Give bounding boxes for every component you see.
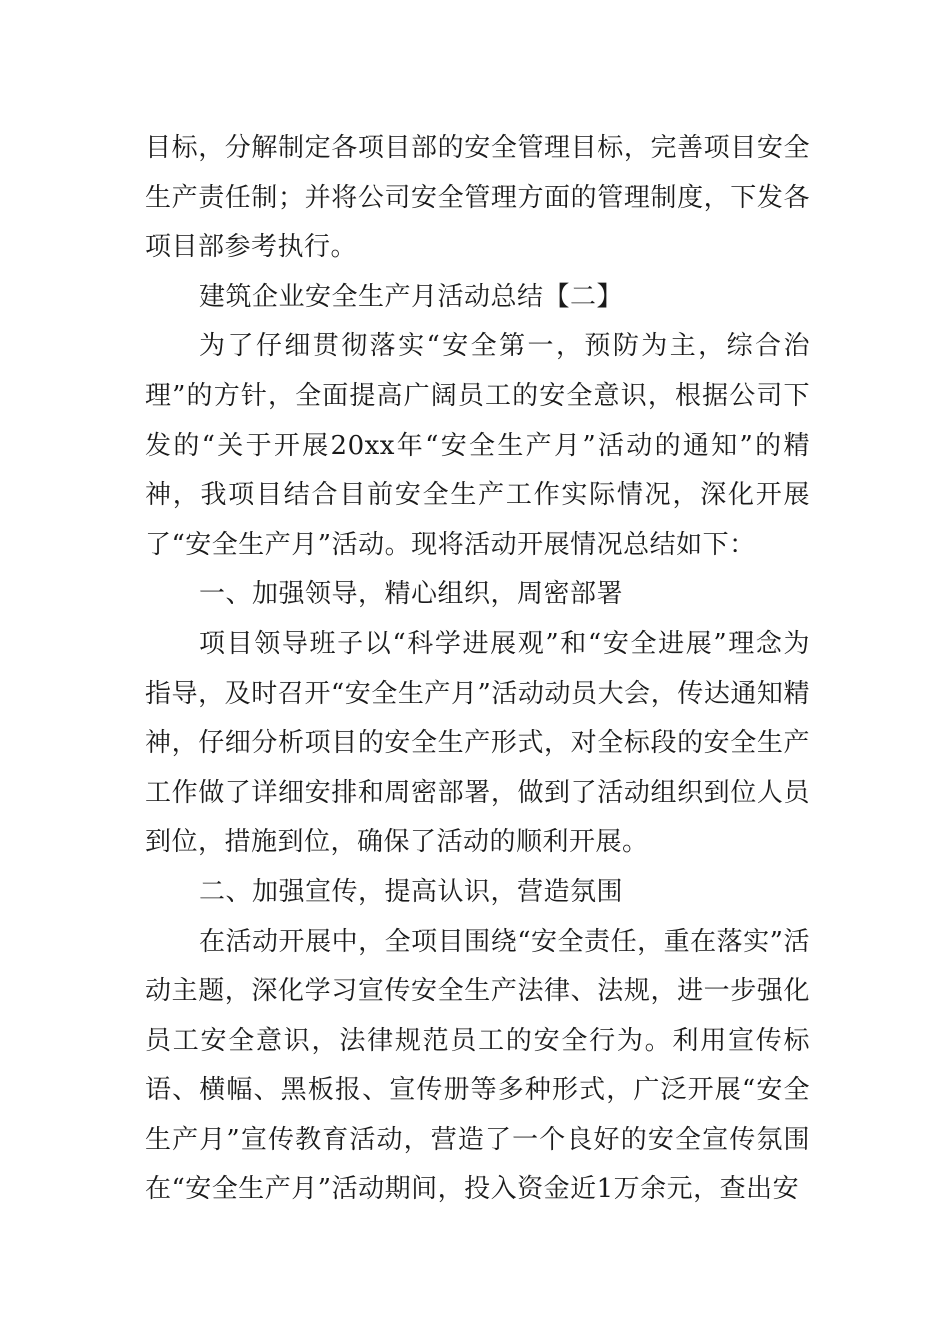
- paragraph-intro: 为了仔细贯彻落实“安全第一，预防为主，综合治理”的方针，全面提高广阔员工的安全意识，根据公司下发的“关于开展20xx年“安全生产月”活动的通知”的精神，我项目结合目前安全生产工作实际情况，深化开展了“安全生产月”活动。现将活动开展情况总结如下：: [145, 331, 810, 560]
- section-heading-2: 二、加强宣传，提高认识，营造氛围: [199, 876, 624, 907]
- paragraph-section-2: 在活动开展中，全项目围绕“安全责任，重在落实”活动主题，深化学习宣传安全生产法律、法规，进一步强化员工安全意识，法律规范员工的安全行为。利用宣传标语、横幅、黑板报、宣传册等多种形式，广泛开展“安全生产月”宣传教育活动，营造了一个良好的安全宣传氛围在“安全生产月”活动期间，投入资金近1万余元，查出安: [145, 926, 810, 1205]
- document-body: [145, 124, 810, 1215]
- section-heading-1: 一、加强领导，精心组织，周密部署: [199, 579, 624, 610]
- paragraph-continuation: 目标，分解制定各项目部的安全管理目标，完善项目安全生产责任制；并将公司安全管理方面的管理制度，下发各项目部参考执行。: [145, 133, 810, 263]
- paragraph-section-1: 项目领导班子以“科学进展观”和“安全进展”理念为指导，及时召开“安全生产月”活动动员大会，传达通知精神，仔细分析项目的安全生产形式，对全标段的安全生产工作做了详细安排和周密部署，做到了活动组织到位人员到位，措施到位，确保了活动的顺利开展。: [145, 628, 810, 858]
- section-title: 建筑企业安全生产月活动总结【二】: [199, 281, 624, 312]
